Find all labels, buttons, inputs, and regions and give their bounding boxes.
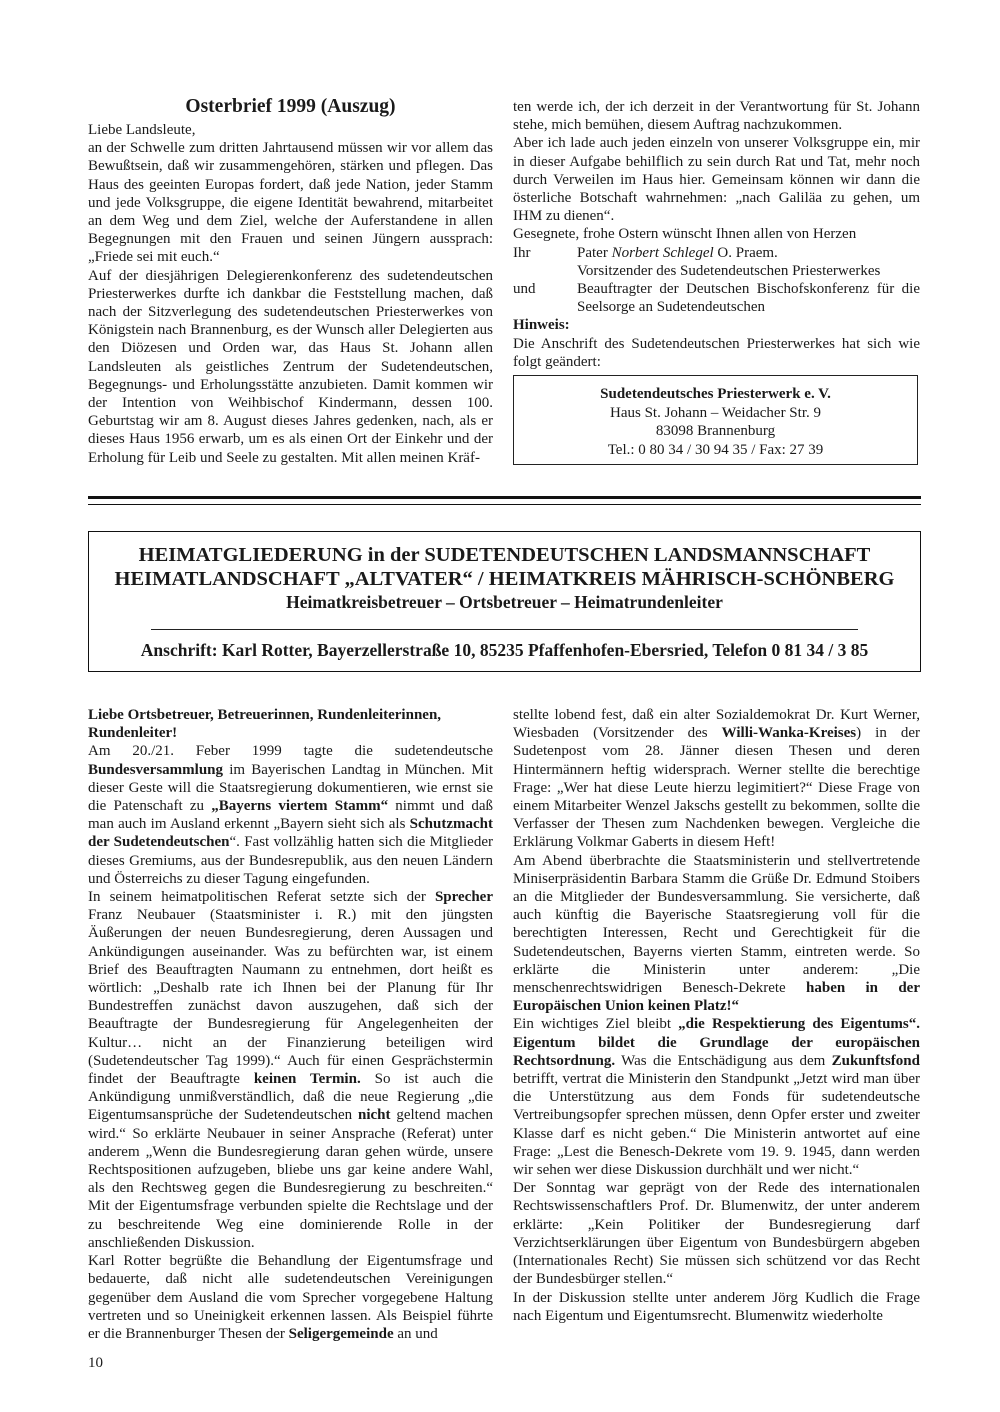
text-run: nimmt und daß man auch im Ausland erkennt „Bayern sieht sich als bbox=[88, 798, 493, 833]
page-number: 10 bbox=[88, 1355, 103, 1371]
text-run: “. Fast vollzählig hatten sich die Mitglieder dieses Gremiums, aus der Bundesrepublik, aus den neuen Ländern und Österreichs zu dieser Tagung eingefunden. bbox=[88, 834, 493, 887]
signature-row bbox=[513, 280, 920, 316]
text-run: stellte lobend fest, daß ein alter Sozialdemokrat Dr. Kurt Werner, Wiesbaden (Vorsitzender des bbox=[513, 707, 920, 742]
text-run: an und bbox=[393, 1325, 438, 1342]
address-line: Haus St. Johann – Weidacher Str. 9 bbox=[610, 404, 821, 421]
article-right-column bbox=[513, 706, 920, 1325]
signature-ihr: Ihr bbox=[513, 244, 531, 261]
text-run: ) in der Sudetenpost vom 28. Jänner diesen Thesen und deren Hintermännern heftig widersprach. Werner stellte die berechtige Frage: „Wer hat diese Leute hierzu legimitiert?“ Diese Frage von einem Mitarbeiter Wenzel Jakschs gestellt zu bekommen, sollte die Verfasser der Thesen zum Nachdenken bewegen. Vergleiche die Erklärung Volkmar Gaberts in diesem Heft! bbox=[513, 725, 920, 851]
osterbrief-title: Osterbrief 1999 (Auszug) bbox=[185, 96, 396, 117]
bold-run: Schutzmacht der Sudetendeutschen bbox=[88, 816, 493, 851]
address-box bbox=[513, 375, 918, 465]
article-paragraph: In der Diskussion stellte unter anderem Jörg Kudlich die Frage nach Eigentum und Eigentumsrecht. Blumenwitz wiederholte bbox=[513, 1289, 920, 1324]
bold-run: „die Respektierung des Eigentums“. Eigentum bildet die Grundlage der europäischen Rechtsordnung. bbox=[513, 1016, 920, 1069]
bold-run: keinen Termin. bbox=[253, 1071, 361, 1088]
divider-rule-thin bbox=[88, 504, 921, 505]
osterbrief-left-column bbox=[88, 96, 493, 467]
osterbrief-right-column bbox=[513, 98, 920, 371]
bold-run: Zukunftsfond bbox=[831, 1052, 920, 1069]
osterbrief-closing: Gesegnete, frohe Ostern wünscht Ihnen allen von Herzen bbox=[513, 226, 857, 243]
article-paragraph bbox=[513, 706, 920, 852]
article-paragraph bbox=[513, 1015, 920, 1179]
bold-run: nicht bbox=[357, 1107, 391, 1124]
osterbrief-paragraph: ten werde ich, der ich derzeit in der Verantwortung für St. Johann stehe, mich bemühen, diesem Auftrag nachzukommen. bbox=[513, 99, 920, 134]
bold-run: Willi-Wanka-Kreises bbox=[721, 725, 857, 742]
text-run: Karl Rotter begrüßte die Behandlung der Eigentumsfrage und bedauerte, daß nicht alle sudetendeutschen Vereinigungen gegenüber dem Ausland die vom Sprecher vorgegebene Haltung vertreten und so Uneinigkeit erkennen lassen. Als Beispiel führte er die Brannenburger Thesen der bbox=[88, 1253, 493, 1342]
header-inner-rule bbox=[151, 629, 858, 630]
text-run: In seinem heimatpolitischen Referat setzte sich der bbox=[88, 889, 435, 906]
signature-row bbox=[513, 262, 920, 280]
bold-run: „Bayerns viertem Stamm“ bbox=[211, 798, 389, 815]
hinweis-label: Hinweis: bbox=[513, 317, 570, 334]
text-run: Was die Entschädigung aus dem bbox=[615, 1052, 832, 1069]
header-line-1: HEIMATGLIEDERUNG in der SUDETENDEUTSCHEN LANDSMANNSCHAFT bbox=[138, 544, 871, 566]
divider-rule-thick bbox=[88, 496, 921, 499]
text-run: Am Abend überbrachte die Staatsministerin und stellvertretende Miniserpräsidentin Barbara Stamm die Grüße Dr. Edmund Stoibers an die Mitglieder der Bundesversammlung. Sie versicherte, daß auch künftig die Bayerische Staatsregierung voll für die berechtigten Interessen, Recht und Gerechtigkeit für die Sudetendeutschen, Bayerns vierten Stamm, eintreten werde. So erklärte die Ministerin unter anderem: „Die menschenrechtswidrigen Benesch-Dekrete bbox=[513, 852, 920, 997]
hinweis-text: Die Anschrift des Sudetendeutschen Priesterwerkes hat sich wie folgt geändert: bbox=[513, 335, 920, 370]
signature-row bbox=[513, 244, 920, 262]
signature-name bbox=[577, 244, 920, 262]
text-run: Am 20./21. Feber 1999 tagte die sudetendeutsche bbox=[88, 743, 493, 760]
article-greeting: Liebe Ortsbetreuer, Betreuerinnen, Rundenleiterinnen, Rundenleiter! bbox=[88, 707, 442, 742]
text-run: Ein wichtiges Ziel bleibt bbox=[513, 1016, 679, 1033]
osterbrief-paragraph: Auf der diesjährigen Delegierenkonferenz des sudetendeutschen Priesterwerkes durfte ich dankbar die Feststellung machen, daß nach der Sitzverlegung des sudetendeutschen Priesterwerkes von Königstein nach Brannenburg, es der Wunsch aller Delegierten aus den Diözesen und Orden war, das Haus St. Johann allen Landsleuten als geistliches Zentrum der Sudetendeutschen, Begegnungs- und Erholungsstätte anzubieten. Damit kommen wir der Intention von Weihbischof Kindermann, dessen 100. Geburtstag wir am 8. August dieses Jahres gedenken, nach, als er dieses Haus 1956 erwarb, um es als einen Ort der Einkehr und der Erholung für Leib und Seele zu gestalten. Mit allen meinen Kräf- bbox=[88, 267, 493, 466]
osterbrief-paragraph: an der Schwelle zum dritten Jahrtausend müssen wir vor allem das Bewußtsein, daß wir zusammengehören, stärken und pflegen. Das Haus des geeinten Europas fordert, daß jede Nation, jeder Stamm und jede Volksgruppe, die eigene Identität bewahrend, mitarbeitet an dem Weg und dem Ziel, welche der Auferstandene in allen Begegnungen mit den Frauen und seinen Jüngern aussprach: „Friede sei mit euch.“ bbox=[88, 140, 493, 266]
text-run: So ist auch die Ankündigung unmißverständlich, daß die neue Regierung „die Eigentumsansprüche der Sudetendeutschen bbox=[88, 1071, 494, 1124]
text-run: geltend machen wird.“ So erklärte Neubauer in seiner Ansprache (Referat) unter anderem „Wenn die Bundesregierung daran gehen würde, unsere Rechtspositionen aufzugeben, bliebe uns gar keine andere Wahl, als den Rechtsweg gegen die Bundesregierung zu beschreiten.“ Mit der Eigentumsfrage verbunden spielte die Rechtslage und der zu beschreitende Weg eine dominierende Rolle in der anschließenden Diskussion. bbox=[88, 1107, 493, 1251]
address-name: Sudetendeutsches Priesterwerk e. V. bbox=[600, 386, 831, 402]
text-run: im Bayerischen Landtag in München. Mit dieser Geste will die Staatsregierung dokumentieren, wie ernst sie die Patenschaft zu bbox=[88, 761, 493, 815]
bold-run: Seligergemeinde bbox=[288, 1325, 394, 1342]
header-line-2: HEIMATLANDSCHAFT „ALTVATER“ / HEIMATKREIS MÄHRISCH-SCHÖNBERG bbox=[114, 568, 895, 590]
bold-run: Sprecher bbox=[434, 889, 493, 906]
signature-order: O. Praem. bbox=[713, 244, 778, 261]
article-paragraph bbox=[88, 742, 493, 888]
article-paragraph bbox=[88, 888, 493, 1252]
signature-pater: Pater bbox=[577, 244, 612, 261]
header-address-line: Anschrift: Karl Rotter, Bayerzellerstraße 10, 85235 Pfaffenhofen-Ebersried, Telefon 0 81 34 / 3 85 bbox=[140, 640, 869, 660]
address-line: 83098 Brannenburg bbox=[655, 423, 776, 439]
article-paragraph bbox=[88, 1252, 493, 1343]
text-run: betrifft, vertrat die Ministerin den Standpunkt „Jetzt wird man über die Unterstützung aus dem Fonds für sudetendeutsche Vertreibungsopfer sprechen müssen, denn Opfer erster und zweiter Klasse darf es nicht geben.“ Die Ministerin antwortet auf eine Frage: „Lest die Benesch-Dekrete vom 19. 9. 1945, dann werden wir sehen wer diese Diskussion durchhält und wer nicht.“ bbox=[513, 1071, 920, 1179]
bold-run: haben in der Europäischen Union keinen Platz!“ bbox=[513, 980, 920, 1015]
header-line-3: Heimatkreisbetreuer – Ortsbetreuer – Heimatrundenleiter bbox=[286, 592, 723, 612]
text-run: Franz Neubauer (Staatsminister i. R.) mit den jüngsten Äußerungen der neuen Bundesregierung, deren Aussagen und Ankündigungen auseinander. Was zu befürchten war, ist einem Brief des Beauftragten Naumann zu entnehmen, dort heißt es wörtlich: „Deshalb rate ich Ihnen bei der Planung für Ihr Bundestreffen zunächst davon auszugehen, daß sich der Beauftragte der Bundesregierung für Angelegenheiten der Kultur… nicht an der Finanzierung beteiligen wird (Sudetendeutscher Tag 1999).“ Auch für einen Gesprächstermin findet der Beauftragte bbox=[88, 907, 493, 1088]
signature-und: und bbox=[513, 281, 536, 298]
osterbrief-salutation: Liebe Landsleute, bbox=[88, 122, 196, 138]
article-paragraph: Der Sonntag war geprägt von der Rede des internationalen Rechtswissenschaftlers Prof. Dr. Blumenwitz, der unter anderem erklärte: „Kein Politiker der Bundesregierung darf Verzichtserklärungen über Eigentum von Bundesbürgern abgeben (Internationales Recht) Sie müssen sich schützend vor das Recht der Bundesbürger stellen.“ bbox=[513, 1180, 920, 1288]
article-paragraph bbox=[513, 852, 920, 1016]
signature-role-2: Beauftragter der Deutschen Bischofskonferenz für die Seelsorge an Sudetendeutschen bbox=[577, 281, 920, 316]
article-left-column bbox=[88, 706, 493, 1343]
signature-author-name: Norbert Schlegel bbox=[611, 244, 714, 261]
address-line: Tel.: 0 80 34 / 30 94 35 / Fax: 27 39 bbox=[607, 441, 824, 458]
heimatgliederung-header-box bbox=[88, 531, 921, 672]
osterbrief-paragraph: Aber ich lade auch jeden einzeln von unserer Volksgruppe ein, mir in dieser Aufgabe behilflich zu sein durch Rat und Tat, mehr noch durch Verweilen im Haus hier. Gemeinsam können wir dann die österliche Botschaft wahrnehmen: „nach Galiläa zu gehen, um IHM zu dienen“. bbox=[513, 135, 920, 225]
signature-role-1: Vorsitzender des Sudetendeutschen Priesterwerkes bbox=[577, 262, 881, 279]
bold-run: Bundesversammlung bbox=[88, 761, 224, 778]
